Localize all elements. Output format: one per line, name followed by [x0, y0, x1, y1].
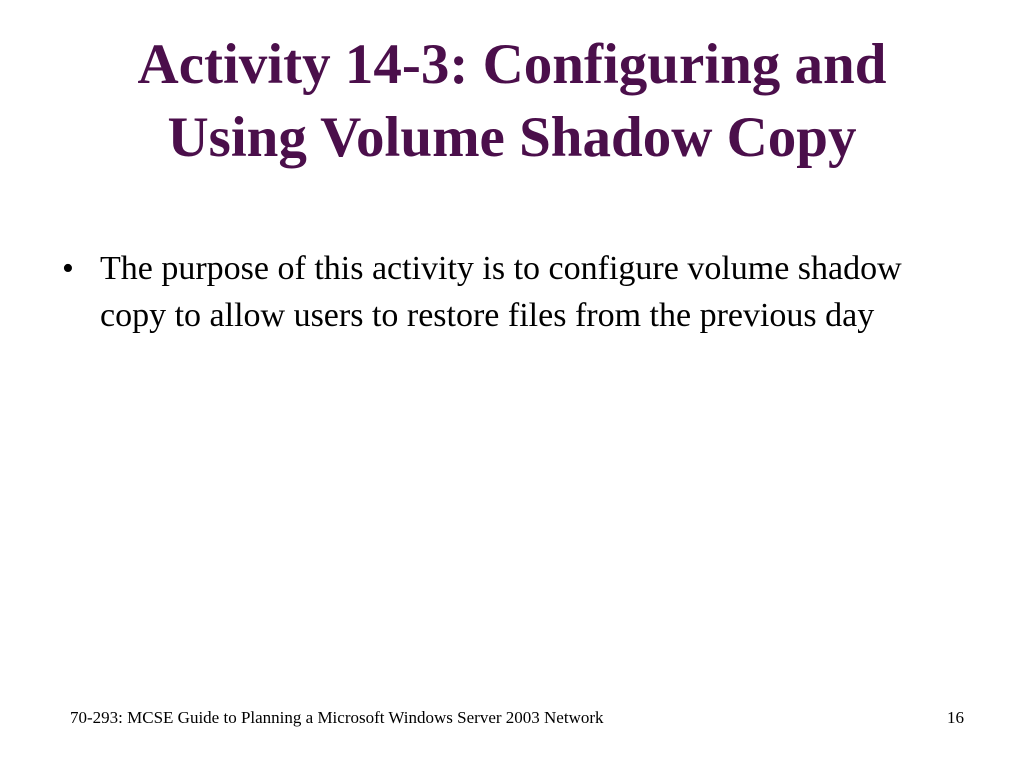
slide-title-line-2: Using Volume Shadow Copy [167, 106, 857, 169]
bullet-list [58, 245, 958, 339]
slide-title-line-1: Activity 14-3: Configuring and [137, 33, 887, 96]
bullet-item [58, 245, 958, 339]
page-number: 16 [947, 708, 964, 727]
bullet-marker-icon: • [62, 250, 74, 287]
footer-text: 70-293: MCSE Guide to Planning a Microsoft Windows Server 2003 Network [70, 708, 604, 727]
slide-title [40, 28, 984, 174]
bullet-text: The purpose of this activity is to configure volume shadow copy to allow users to restore files from the previous day [100, 250, 902, 334]
